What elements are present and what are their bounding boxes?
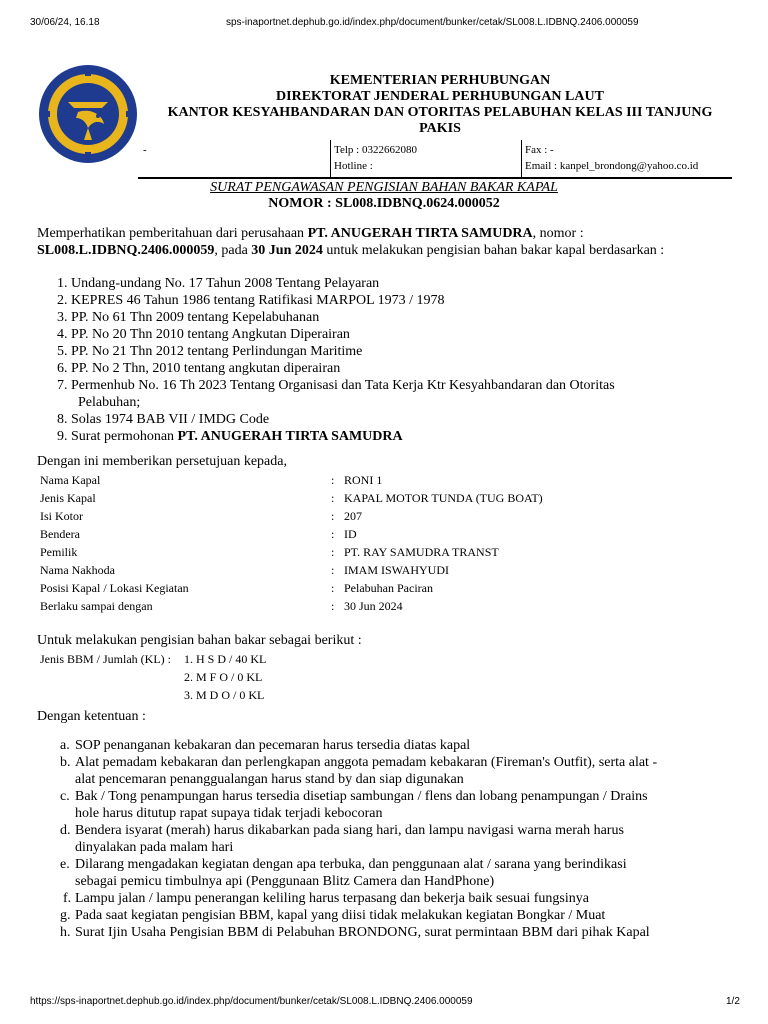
list-item: c. Bak / Tong penampungan harus tersedia disetiap sambungan / flens dan lobang penampungan / Drains	[60, 789, 648, 804]
print-url: https://sps-inaportnet.dephub.go.id/index.php/document/bunker/cetak/SL008.L.IDBNQ.2406.000059	[30, 996, 473, 1007]
vessel-type: KAPAL MOTOR TUNDA (TUG BOAT)	[344, 491, 543, 505]
fuel-item: 3. M D O / 0 KL	[184, 688, 265, 702]
list-item: 6. PP. No 2 Thn, 2010 tentang angkutan diperairan	[57, 361, 341, 376]
office-name-cont: PAKIS	[419, 121, 461, 136]
approval-statement: Dengan ini memberikan persetujuan kepada,	[37, 454, 287, 469]
flag: ID	[344, 527, 357, 541]
list-item: 1. Undang-undang No. 17 Tahun 2008 Tentang Pelayaran	[57, 276, 380, 291]
vessel-colons: : : : : : : : :	[331, 473, 335, 613]
vessel-values	[344, 471, 543, 615]
fax-number: Fax : -	[525, 144, 554, 156]
document-number: NOMOR : SL008.IDBNQ.0624.000052	[268, 196, 500, 211]
vessel-name: RONI 1	[344, 473, 383, 487]
page-number: 1/2	[726, 996, 740, 1007]
ministry-name: KEMENTERIAN PERHUBUNGAN	[329, 73, 551, 88]
list-item: b. Alat pemadam kebakaran dan perlengkapan anggota pemadam kebakaran (Fireman's Outfit), serta alat -	[60, 755, 658, 770]
request-date: 30 Jun 2024	[251, 243, 323, 258]
list-item: h. Surat Ijin Usaha Pengisian BBM di Pelabuhan BRONDONG, surat permintaan BBM dari pihak Kapal	[60, 925, 650, 940]
company-name: PT. ANUGERAH TIRTA SAMUDRA	[307, 226, 533, 241]
list-item: 4. PP. No 20 Thn 2010 tentang Angkutan Diperairan	[57, 327, 350, 342]
vessel-label: Jenis Kapal	[40, 491, 96, 505]
print-title: sps-inaportnet.dephub.go.id/index.php/document/bunker/cetak/SL008.L.IDBNQ.2406.000059	[226, 17, 639, 28]
list-item: f. Lampu jalan / lampu penerangan keliling harus terpasang dan bekerja baik sesuai fungsinya	[63, 891, 589, 906]
list-item: 3. PP. No 61 Thn 2009 tentang Kepelabuhanan	[57, 310, 320, 325]
list-item: d. Bendera isyarat (merah) harus dikabarkan pada siang hari, dan lampu navigasi warna merah harus	[60, 823, 624, 838]
office-name: KANTOR KESYAHBANDARAN DAN OTORITAS PELABUHAN KELAS III TANJUNG	[167, 105, 713, 120]
vessel-label: Berlaku sampai dengan	[40, 599, 153, 613]
office-address: -	[143, 144, 147, 156]
fuel-intro: Untuk melakukan pengisian bahan bakar sebagai berikut :	[37, 633, 362, 648]
request-number: SL008.L.IDBNQ.2406.000059	[37, 243, 215, 258]
phone-number: Telp : 0322662080	[334, 144, 417, 156]
conditions-list: a. SOP penanganan kebakaran dan pecemaran harus tersedia diatas kapal b. Alat pemadam kebakaran dan perlengkapan anggota pemadam kebakaran (Fireman's Outfit), serta alat - alat pencemaran penanggualangan harus stand by dan siap digunakan c. Bak / Tong penampungan harus tersedia disetiap sambungan / flens dan lobang penampungan / Drains hole harus ditutup rapat supaya tidak terjadi kebocoran d. Bendera isyarat (merah) harus dikabarkan pada siang hari, dan lampu navigasi warna merah harus dinyalakan pada malam hari e. Dilarang mengadakan kegiatan dengan apa terbuka, dan penggunaan alat / sarana yang berindikasi sebagai pemicu timbulnya api (Penggunaan Blitz Camera dan HandPhone) f. Lampu jalan / lampu penerangan keliling harus terpasang dan bekerja baik sesuai fungsinya g. Pada saat kegiatan pengisian BBM, kapal yang diisi tidak melakukan kegiatan Bongkar / Muat h. Surat Ijin Usaha Pengisian BBM di Pelabuhan BRONDONG, surat permintaan BBM dari pihak Kapal	[60, 737, 740, 941]
conditions-title: Dengan ketentuan :	[37, 709, 146, 724]
owner: PT. RAY SAMUDRA TRANST	[344, 545, 499, 559]
email-address: Email : kanpel_brondong@yahoo.co.id	[525, 160, 699, 172]
print-datetime: 30/06/24, 16.18	[30, 17, 100, 28]
list-item: a. SOP penanganan kebakaran dan pecemaran harus tersedia diatas kapal	[60, 738, 471, 753]
gross-tonnage: 207	[344, 509, 362, 523]
vessel-label: Isi Kotor	[40, 509, 83, 523]
vessel-label: Nama Kapal	[40, 473, 101, 487]
location: Pelabuhan Paciran	[344, 581, 433, 595]
list-item: 8. Solas 1974 BAB VII / IMDG Code	[57, 412, 270, 427]
kemenhub-logo-icon	[38, 64, 138, 164]
fuel-list	[184, 650, 266, 704]
vessel-labels	[40, 471, 189, 615]
list-item: 2. KEPRES 46 Tahun 1986 tentang Ratifikasi MARPOL 1973 / 1978	[57, 293, 445, 308]
list-item: g. Pada saat kegiatan pengisian BBM, kapal yang diisi tidak melakukan kegiatan Bongkar / Muat	[60, 908, 606, 923]
fuel-label: Jenis BBM / Jumlah (KL) :	[40, 652, 171, 666]
intro-paragraph: Memperhatikan pemberitahuan dari perusahaan PT. ANUGERAH TIRTA SAMUDRA, nomor : SL008.L.IDBNQ.2406.000059, pada 30 Jun 2024 untuk melakukan pengisian bahan bakar kapal berdasarkan :	[37, 226, 665, 258]
list-item-cont: Pelabuhan;	[78, 395, 141, 410]
list-item: e. Dilarang mengadakan kegiatan dengan apa terbuka, dan penggunaan alat / sarana yang berindikasi	[60, 857, 627, 872]
captain: IMAM ISWAHYUDI	[344, 563, 449, 577]
list-item: 9. Surat permohonan PT. ANUGERAH TIRTA SAMUDRA	[57, 429, 403, 444]
valid-until: 30 Jun 2024	[344, 599, 403, 613]
fuel-item: 1. H S D / 40 KL	[184, 652, 267, 666]
hotline: Hotline :	[334, 160, 373, 172]
vessel-label: Nama Nakhoda	[40, 563, 115, 577]
list-item: 5. PP. No 21 Thn 2012 tentang Perlindungan Maritime	[57, 344, 363, 359]
vessel-label: Pemilik	[40, 545, 78, 559]
legal-basis-list	[57, 275, 737, 445]
list-item: 7. Permenhub No. 16 Th 2023 Tentang Organisasi dan Tata Kerja Ktr Kesyahbandaran dan Otoritas	[57, 378, 615, 393]
vessel-label: Posisi Kapal / Lokasi Kegiatan	[40, 581, 189, 595]
vessel-label: Bendera	[40, 527, 80, 541]
document-title: SURAT PENGAWASAN PENGISIAN BAHAN BAKAR KAPAL	[210, 180, 558, 195]
directorate-name: DIREKTORAT JENDERAL PERHUBUNGAN LAUT	[276, 89, 604, 104]
fuel-item: 2. M F O / 0 KL	[184, 670, 263, 684]
